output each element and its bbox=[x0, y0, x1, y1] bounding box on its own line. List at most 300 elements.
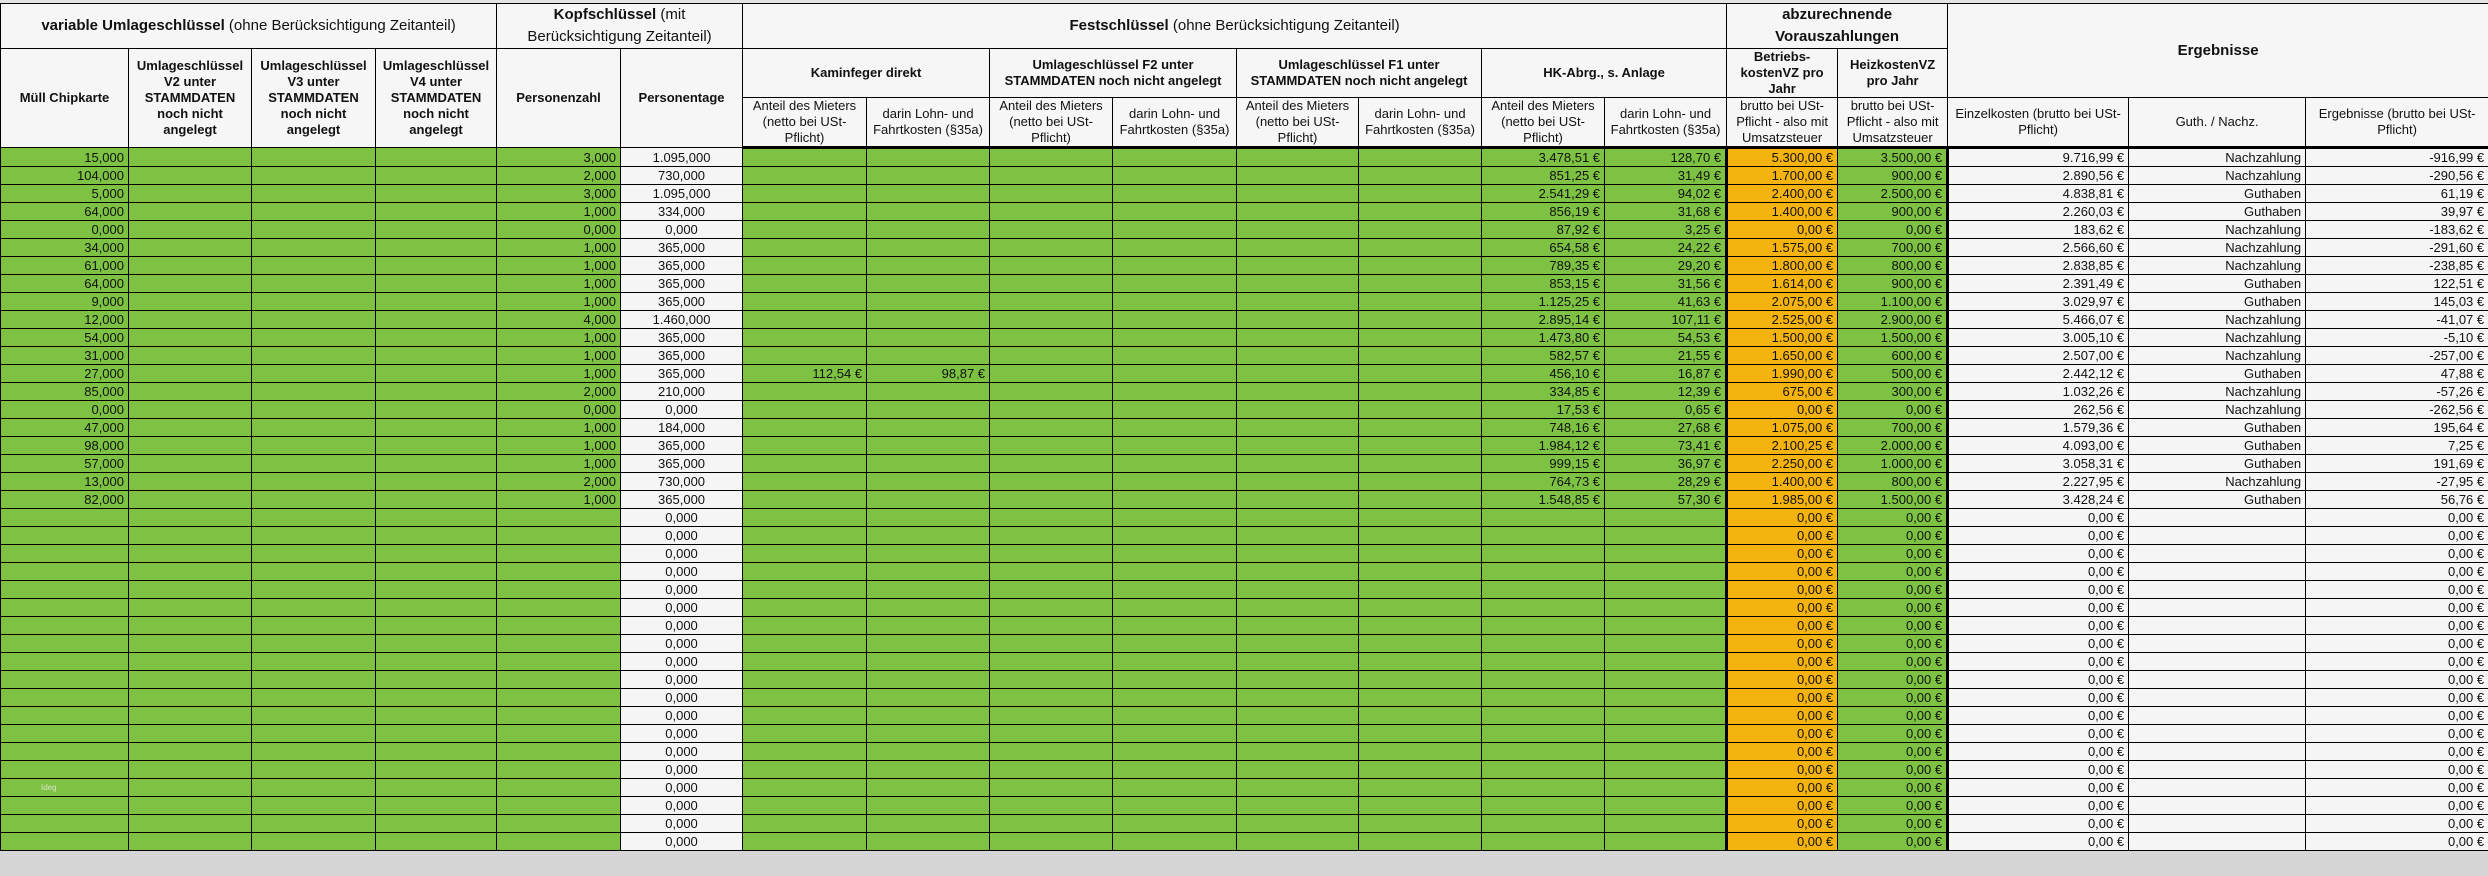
cell-ergebnis[interactable]: 0,00 € bbox=[2306, 527, 2488, 545]
cell-personentage[interactable]: 365,000 bbox=[621, 455, 743, 473]
cell-f1-lohn[interactable] bbox=[1359, 617, 1482, 635]
cell-v2[interactable] bbox=[129, 203, 252, 221]
cell-kaminfeger-anteil[interactable] bbox=[743, 653, 867, 671]
cell-heizkosten-vz[interactable]: 0,00 € bbox=[1838, 725, 1948, 743]
cell-kaminfeger-lohn[interactable] bbox=[867, 221, 990, 239]
cell-v4[interactable] bbox=[376, 473, 497, 491]
cell-v4[interactable] bbox=[376, 653, 497, 671]
cell-kaminfeger-anteil[interactable] bbox=[743, 563, 867, 581]
cell-guth-nachz[interactable]: Guthaben bbox=[2129, 491, 2306, 509]
cell-ergebnis[interactable]: 0,00 € bbox=[2306, 815, 2488, 833]
cell-f2-anteil[interactable] bbox=[990, 545, 1113, 563]
cell-einzelkosten[interactable]: 0,00 € bbox=[1948, 563, 2129, 581]
cell-kaminfeger-lohn[interactable] bbox=[867, 455, 990, 473]
cell-v3[interactable] bbox=[252, 581, 376, 599]
cell-v3[interactable] bbox=[252, 833, 376, 851]
cell-v2[interactable] bbox=[129, 455, 252, 473]
cell-f2-anteil[interactable] bbox=[990, 185, 1113, 203]
cell-betriebskosten-vz[interactable]: 2.075,00 € bbox=[1727, 293, 1838, 311]
cell-kaminfeger-anteil[interactable] bbox=[743, 833, 867, 851]
cell-kaminfeger-anteil[interactable] bbox=[743, 221, 867, 239]
cell-personenzahl[interactable]: 1,000 bbox=[497, 203, 621, 221]
cell-kaminfeger-anteil[interactable] bbox=[743, 707, 867, 725]
cell-heizkosten-vz[interactable]: 0,00 € bbox=[1838, 635, 1948, 653]
cell-kaminfeger-lohn[interactable] bbox=[867, 257, 990, 275]
cell-v2[interactable] bbox=[129, 221, 252, 239]
cell-f1-anteil[interactable] bbox=[1237, 167, 1359, 185]
cell-v4[interactable] bbox=[376, 779, 497, 797]
cell-v4[interactable] bbox=[376, 563, 497, 581]
cell-kaminfeger-lohn[interactable]: 98,87 € bbox=[867, 365, 990, 383]
cell-heizkosten-vz[interactable]: 2.500,00 € bbox=[1838, 185, 1948, 203]
cell-f2-anteil[interactable] bbox=[990, 779, 1113, 797]
cell-f2-lohn[interactable] bbox=[1113, 383, 1237, 401]
cell-hk-anteil[interactable] bbox=[1482, 527, 1605, 545]
cell-hk-anteil[interactable] bbox=[1482, 761, 1605, 779]
cell-v4[interactable] bbox=[376, 185, 497, 203]
cell-guth-nachz[interactable]: Guthaben bbox=[2129, 185, 2306, 203]
cell-hk-lohn[interactable] bbox=[1605, 689, 1727, 707]
cell-kaminfeger-anteil[interactable] bbox=[743, 779, 867, 797]
cell-f1-lohn[interactable] bbox=[1359, 383, 1482, 401]
cell-heizkosten-vz[interactable]: 900,00 € bbox=[1838, 203, 1948, 221]
cell-kaminfeger-lohn[interactable] bbox=[867, 707, 990, 725]
cell-guth-nachz[interactable]: Nachzahlung bbox=[2129, 148, 2306, 167]
cell-heizkosten-vz[interactable]: 0,00 € bbox=[1838, 671, 1948, 689]
cell-einzelkosten[interactable]: 0,00 € bbox=[1948, 527, 2129, 545]
cell-personentage[interactable]: 0,000 bbox=[621, 509, 743, 527]
cell-personenzahl[interactable] bbox=[497, 707, 621, 725]
cell-heizkosten-vz[interactable]: 0,00 € bbox=[1838, 797, 1948, 815]
cell-muell-chipkarte[interactable] bbox=[1, 779, 129, 797]
cell-f1-lohn[interactable] bbox=[1359, 419, 1482, 437]
cell-betriebskosten-vz[interactable]: 1.075,00 € bbox=[1727, 419, 1838, 437]
cell-kaminfeger-anteil[interactable] bbox=[743, 617, 867, 635]
cell-ergebnis[interactable]: 0,00 € bbox=[2306, 689, 2488, 707]
cell-f1-lohn[interactable] bbox=[1359, 833, 1482, 851]
cell-hk-lohn[interactable] bbox=[1605, 509, 1727, 527]
cell-personenzahl[interactable] bbox=[497, 689, 621, 707]
cell-v3[interactable] bbox=[252, 437, 376, 455]
cell-hk-anteil[interactable]: 1.473,80 € bbox=[1482, 329, 1605, 347]
cell-v2[interactable] bbox=[129, 707, 252, 725]
cell-f1-anteil[interactable] bbox=[1237, 761, 1359, 779]
cell-f1-anteil[interactable] bbox=[1237, 185, 1359, 203]
cell-heizkosten-vz[interactable]: 0,00 € bbox=[1838, 761, 1948, 779]
cell-einzelkosten[interactable]: 9.716,99 € bbox=[1948, 148, 2129, 167]
cell-betriebskosten-vz[interactable]: 1.575,00 € bbox=[1727, 239, 1838, 257]
cell-personenzahl[interactable]: 1,000 bbox=[497, 275, 621, 293]
cell-personenzahl[interactable] bbox=[497, 725, 621, 743]
cell-muell-chipkarte[interactable] bbox=[1, 761, 129, 779]
cell-kaminfeger-anteil[interactable] bbox=[743, 545, 867, 563]
cell-hk-lohn[interactable] bbox=[1605, 815, 1727, 833]
cell-kaminfeger-lohn[interactable] bbox=[867, 779, 990, 797]
cell-v4[interactable] bbox=[376, 329, 497, 347]
cell-f2-lohn[interactable] bbox=[1113, 707, 1237, 725]
cell-guth-nachz[interactable] bbox=[2129, 779, 2306, 797]
cell-ergebnis[interactable]: 145,03 € bbox=[2306, 293, 2488, 311]
cell-personenzahl[interactable]: 4,000 bbox=[497, 311, 621, 329]
cell-kaminfeger-anteil[interactable] bbox=[743, 797, 867, 815]
cell-f2-lohn[interactable] bbox=[1113, 419, 1237, 437]
cell-kaminfeger-anteil[interactable]: 112,54 € bbox=[743, 365, 867, 383]
cell-personentage[interactable]: 0,000 bbox=[621, 599, 743, 617]
cell-guth-nachz[interactable] bbox=[2129, 599, 2306, 617]
cell-einzelkosten[interactable]: 2.391,49 € bbox=[1948, 275, 2129, 293]
cell-f1-anteil[interactable] bbox=[1237, 581, 1359, 599]
cell-f1-lohn[interactable] bbox=[1359, 815, 1482, 833]
cell-v4[interactable] bbox=[376, 527, 497, 545]
cell-kaminfeger-anteil[interactable] bbox=[743, 185, 867, 203]
cell-f1-lohn[interactable] bbox=[1359, 563, 1482, 581]
cell-f1-lohn[interactable] bbox=[1359, 743, 1482, 761]
cell-f2-anteil[interactable] bbox=[990, 599, 1113, 617]
cell-v2[interactable] bbox=[129, 833, 252, 851]
cell-ergebnis[interactable]: 0,00 € bbox=[2306, 671, 2488, 689]
cell-einzelkosten[interactable]: 0,00 € bbox=[1948, 779, 2129, 797]
cell-v4[interactable] bbox=[376, 221, 497, 239]
cell-hk-lohn[interactable]: 28,29 € bbox=[1605, 473, 1727, 491]
cell-einzelkosten[interactable]: 3.029,97 € bbox=[1948, 293, 2129, 311]
cell-f2-lohn[interactable] bbox=[1113, 563, 1237, 581]
cell-muell-chipkarte[interactable] bbox=[1, 527, 129, 545]
cell-f1-anteil[interactable] bbox=[1237, 599, 1359, 617]
cell-hk-lohn[interactable] bbox=[1605, 833, 1727, 851]
cell-kaminfeger-lohn[interactable] bbox=[867, 401, 990, 419]
cell-ergebnis[interactable]: -291,60 € bbox=[2306, 239, 2488, 257]
cell-personentage[interactable]: 0,000 bbox=[621, 545, 743, 563]
cell-personenzahl[interactable]: 1,000 bbox=[497, 329, 621, 347]
cell-f1-anteil[interactable] bbox=[1237, 725, 1359, 743]
cell-v3[interactable] bbox=[252, 689, 376, 707]
cell-kaminfeger-anteil[interactable] bbox=[743, 509, 867, 527]
cell-einzelkosten[interactable]: 5.466,07 € bbox=[1948, 311, 2129, 329]
cell-einzelkosten[interactable]: 0,00 € bbox=[1948, 743, 2129, 761]
cell-f1-anteil[interactable] bbox=[1237, 329, 1359, 347]
cell-ergebnis[interactable]: 0,00 € bbox=[2306, 707, 2488, 725]
cell-v2[interactable] bbox=[129, 148, 252, 167]
cell-f2-anteil[interactable] bbox=[990, 365, 1113, 383]
cell-v3[interactable] bbox=[252, 185, 376, 203]
cell-hk-lohn[interactable] bbox=[1605, 797, 1727, 815]
cell-ergebnis[interactable]: 0,00 € bbox=[2306, 635, 2488, 653]
cell-v3[interactable] bbox=[252, 401, 376, 419]
cell-f1-lohn[interactable] bbox=[1359, 185, 1482, 203]
cell-kaminfeger-anteil[interactable] bbox=[743, 239, 867, 257]
cell-f1-anteil[interactable] bbox=[1237, 779, 1359, 797]
cell-personenzahl[interactable] bbox=[497, 599, 621, 617]
cell-v2[interactable] bbox=[129, 365, 252, 383]
cell-personentage[interactable]: 1.460,000 bbox=[621, 311, 743, 329]
cell-personentage[interactable]: 0,000 bbox=[621, 635, 743, 653]
cell-personentage[interactable]: 0,000 bbox=[621, 221, 743, 239]
cell-betriebskosten-vz[interactable]: 2.250,00 € bbox=[1727, 455, 1838, 473]
cell-f2-lohn[interactable] bbox=[1113, 293, 1237, 311]
cell-ergebnis[interactable]: 61,19 € bbox=[2306, 185, 2488, 203]
cell-hk-lohn[interactable]: 12,39 € bbox=[1605, 383, 1727, 401]
cell-ergebnis[interactable]: 0,00 € bbox=[2306, 563, 2488, 581]
cell-v3[interactable] bbox=[252, 257, 376, 275]
cell-f1-lohn[interactable] bbox=[1359, 257, 1482, 275]
cell-betriebskosten-vz[interactable]: 0,00 € bbox=[1727, 689, 1838, 707]
cell-ergebnis[interactable]: -41,07 € bbox=[2306, 311, 2488, 329]
cell-kaminfeger-lohn[interactable] bbox=[867, 617, 990, 635]
cell-v3[interactable] bbox=[252, 311, 376, 329]
cell-v2[interactable] bbox=[129, 293, 252, 311]
cell-v2[interactable] bbox=[129, 779, 252, 797]
cell-guth-nachz[interactable]: Guthaben bbox=[2129, 419, 2306, 437]
cell-ergebnis[interactable]: -183,62 € bbox=[2306, 221, 2488, 239]
cell-guth-nachz[interactable]: Guthaben bbox=[2129, 437, 2306, 455]
cell-muell-chipkarte[interactable] bbox=[1, 707, 129, 725]
cell-personenzahl[interactable] bbox=[497, 563, 621, 581]
cell-hk-anteil[interactable]: 856,19 € bbox=[1482, 203, 1605, 221]
cell-kaminfeger-anteil[interactable] bbox=[743, 473, 867, 491]
cell-kaminfeger-lohn[interactable] bbox=[867, 725, 990, 743]
cell-personentage[interactable]: 365,000 bbox=[621, 257, 743, 275]
cell-hk-anteil[interactable] bbox=[1482, 653, 1605, 671]
cell-einzelkosten[interactable]: 0,00 € bbox=[1948, 707, 2129, 725]
cell-personentage[interactable]: 210,000 bbox=[621, 383, 743, 401]
cell-personentage[interactable]: 1.095,000 bbox=[621, 148, 743, 167]
cell-f1-lohn[interactable] bbox=[1359, 671, 1482, 689]
cell-einzelkosten[interactable]: 0,00 € bbox=[1948, 797, 2129, 815]
cell-f1-lohn[interactable] bbox=[1359, 148, 1482, 167]
cell-kaminfeger-lohn[interactable] bbox=[867, 148, 990, 167]
cell-v4[interactable] bbox=[376, 815, 497, 833]
cell-guth-nachz[interactable] bbox=[2129, 707, 2306, 725]
cell-personentage[interactable]: 0,000 bbox=[621, 689, 743, 707]
cell-personenzahl[interactable]: 1,000 bbox=[497, 239, 621, 257]
cell-heizkosten-vz[interactable]: 0,00 € bbox=[1838, 707, 1948, 725]
cell-betriebskosten-vz[interactable]: 0,00 € bbox=[1727, 563, 1838, 581]
cell-muell-chipkarte[interactable] bbox=[1, 833, 129, 851]
cell-einzelkosten[interactable]: 3.428,24 € bbox=[1948, 491, 2129, 509]
cell-f1-lohn[interactable] bbox=[1359, 347, 1482, 365]
cell-ergebnis[interactable]: 0,00 € bbox=[2306, 545, 2488, 563]
cell-kaminfeger-lohn[interactable] bbox=[867, 383, 990, 401]
cell-kaminfeger-anteil[interactable] bbox=[743, 815, 867, 833]
cell-f1-anteil[interactable] bbox=[1237, 797, 1359, 815]
cell-f2-anteil[interactable] bbox=[990, 833, 1113, 851]
cell-v4[interactable] bbox=[376, 509, 497, 527]
cell-hk-lohn[interactable] bbox=[1605, 707, 1727, 725]
cell-f2-anteil[interactable] bbox=[990, 401, 1113, 419]
cell-f2-lohn[interactable] bbox=[1113, 311, 1237, 329]
cell-hk-anteil[interactable] bbox=[1482, 599, 1605, 617]
cell-heizkosten-vz[interactable]: 800,00 € bbox=[1838, 473, 1948, 491]
cell-hk-lohn[interactable] bbox=[1605, 671, 1727, 689]
cell-heizkosten-vz[interactable]: 2.000,00 € bbox=[1838, 437, 1948, 455]
cell-hk-lohn[interactable] bbox=[1605, 599, 1727, 617]
cell-muell-chipkarte[interactable]: 13,000 bbox=[1, 473, 129, 491]
cell-v3[interactable] bbox=[252, 167, 376, 185]
cell-v3[interactable] bbox=[252, 293, 376, 311]
cell-hk-anteil[interactable] bbox=[1482, 635, 1605, 653]
cell-f1-lohn[interactable] bbox=[1359, 491, 1482, 509]
cell-ergebnis[interactable]: -262,56 € bbox=[2306, 401, 2488, 419]
cell-f2-anteil[interactable] bbox=[990, 347, 1113, 365]
cell-kaminfeger-anteil[interactable] bbox=[743, 743, 867, 761]
cell-v3[interactable] bbox=[252, 527, 376, 545]
cell-f1-lohn[interactable] bbox=[1359, 509, 1482, 527]
cell-muell-chipkarte[interactable]: 57,000 bbox=[1, 455, 129, 473]
cell-f1-lohn[interactable] bbox=[1359, 797, 1482, 815]
cell-f1-anteil[interactable] bbox=[1237, 545, 1359, 563]
cell-v4[interactable] bbox=[376, 581, 497, 599]
cell-v4[interactable] bbox=[376, 725, 497, 743]
cell-kaminfeger-anteil[interactable] bbox=[743, 671, 867, 689]
cell-f1-lohn[interactable] bbox=[1359, 293, 1482, 311]
cell-kaminfeger-lohn[interactable] bbox=[867, 581, 990, 599]
cell-guth-nachz[interactable] bbox=[2129, 545, 2306, 563]
cell-f1-lohn[interactable] bbox=[1359, 599, 1482, 617]
cell-personenzahl[interactable] bbox=[497, 545, 621, 563]
cell-f2-lohn[interactable] bbox=[1113, 148, 1237, 167]
cell-muell-chipkarte[interactable]: 34,000 bbox=[1, 239, 129, 257]
cell-v3[interactable] bbox=[252, 148, 376, 167]
cell-personenzahl[interactable] bbox=[497, 797, 621, 815]
cell-personenzahl[interactable] bbox=[497, 581, 621, 599]
cell-personenzahl[interactable] bbox=[497, 779, 621, 797]
cell-f1-lohn[interactable] bbox=[1359, 329, 1482, 347]
cell-kaminfeger-anteil[interactable] bbox=[743, 148, 867, 167]
cell-personentage[interactable]: 365,000 bbox=[621, 293, 743, 311]
cell-personentage[interactable]: 0,000 bbox=[621, 707, 743, 725]
cell-v4[interactable] bbox=[376, 383, 497, 401]
cell-f2-lohn[interactable] bbox=[1113, 491, 1237, 509]
cell-f1-anteil[interactable] bbox=[1237, 257, 1359, 275]
cell-f2-lohn[interactable] bbox=[1113, 815, 1237, 833]
cell-personentage[interactable]: 0,000 bbox=[621, 671, 743, 689]
cell-guth-nachz[interactable] bbox=[2129, 815, 2306, 833]
cell-personenzahl[interactable]: 2,000 bbox=[497, 167, 621, 185]
cell-muell-chipkarte[interactable]: 85,000 bbox=[1, 383, 129, 401]
cell-guth-nachz[interactable]: Guthaben bbox=[2129, 203, 2306, 221]
cell-guth-nachz[interactable] bbox=[2129, 617, 2306, 635]
cell-ergebnis[interactable]: -290,56 € bbox=[2306, 167, 2488, 185]
cell-muell-chipkarte[interactable]: 54,000 bbox=[1, 329, 129, 347]
cell-v2[interactable] bbox=[129, 527, 252, 545]
cell-guth-nachz[interactable]: Guthaben bbox=[2129, 275, 2306, 293]
cell-v4[interactable] bbox=[376, 689, 497, 707]
cell-kaminfeger-lohn[interactable] bbox=[867, 311, 990, 329]
cell-betriebskosten-vz[interactable]: 0,00 € bbox=[1727, 581, 1838, 599]
cell-f2-anteil[interactable] bbox=[990, 239, 1113, 257]
cell-v3[interactable] bbox=[252, 599, 376, 617]
cell-guth-nachz[interactable] bbox=[2129, 761, 2306, 779]
cell-f2-anteil[interactable] bbox=[990, 148, 1113, 167]
cell-f2-lohn[interactable] bbox=[1113, 545, 1237, 563]
cell-hk-lohn[interactable]: 27,68 € bbox=[1605, 419, 1727, 437]
cell-kaminfeger-lohn[interactable] bbox=[867, 653, 990, 671]
cell-muell-chipkarte[interactable]: 15,000 bbox=[1, 148, 129, 167]
cell-muell-chipkarte[interactable] bbox=[1, 743, 129, 761]
cell-f1-lohn[interactable] bbox=[1359, 527, 1482, 545]
cell-v2[interactable] bbox=[129, 797, 252, 815]
cell-betriebskosten-vz[interactable]: 0,00 € bbox=[1727, 779, 1838, 797]
cell-einzelkosten[interactable]: 2.227,95 € bbox=[1948, 473, 2129, 491]
cell-f2-lohn[interactable] bbox=[1113, 527, 1237, 545]
cell-kaminfeger-anteil[interactable] bbox=[743, 437, 867, 455]
cell-personentage[interactable]: 365,000 bbox=[621, 437, 743, 455]
cell-personenzahl[interactable]: 0,000 bbox=[497, 221, 621, 239]
cell-guth-nachz[interactable]: Nachzahlung bbox=[2129, 167, 2306, 185]
cell-betriebskosten-vz[interactable]: 2.100,25 € bbox=[1727, 437, 1838, 455]
cell-f1-anteil[interactable] bbox=[1237, 635, 1359, 653]
cell-hk-anteil[interactable]: 654,58 € bbox=[1482, 239, 1605, 257]
cell-kaminfeger-lohn[interactable] bbox=[867, 833, 990, 851]
cell-v4[interactable] bbox=[376, 707, 497, 725]
cell-hk-anteil[interactable]: 1.548,85 € bbox=[1482, 491, 1605, 509]
cell-kaminfeger-anteil[interactable] bbox=[743, 347, 867, 365]
cell-hk-anteil[interactable]: 1.984,12 € bbox=[1482, 437, 1605, 455]
cell-hk-lohn[interactable] bbox=[1605, 581, 1727, 599]
cell-hk-lohn[interactable]: 41,63 € bbox=[1605, 293, 1727, 311]
cell-f2-anteil[interactable] bbox=[990, 437, 1113, 455]
cell-muell-chipkarte[interactable] bbox=[1, 797, 129, 815]
cell-hk-lohn[interactable] bbox=[1605, 743, 1727, 761]
cell-einzelkosten[interactable]: 262,56 € bbox=[1948, 401, 2129, 419]
cell-v2[interactable] bbox=[129, 329, 252, 347]
cell-betriebskosten-vz[interactable]: 0,00 € bbox=[1727, 725, 1838, 743]
cell-v4[interactable] bbox=[376, 671, 497, 689]
cell-personentage[interactable]: 184,000 bbox=[621, 419, 743, 437]
cell-betriebskosten-vz[interactable]: 0,00 € bbox=[1727, 797, 1838, 815]
cell-f2-lohn[interactable] bbox=[1113, 581, 1237, 599]
cell-f2-anteil[interactable] bbox=[990, 491, 1113, 509]
cell-einzelkosten[interactable]: 3.058,31 € bbox=[1948, 455, 2129, 473]
cell-hk-lohn[interactable]: 128,70 € bbox=[1605, 148, 1727, 167]
cell-f1-lohn[interactable] bbox=[1359, 221, 1482, 239]
cell-v4[interactable] bbox=[376, 491, 497, 509]
cell-f2-anteil[interactable] bbox=[990, 293, 1113, 311]
cell-personentage[interactable]: 334,000 bbox=[621, 203, 743, 221]
cell-f2-lohn[interactable] bbox=[1113, 473, 1237, 491]
cell-ergebnis[interactable]: 56,76 € bbox=[2306, 491, 2488, 509]
cell-f1-anteil[interactable] bbox=[1237, 419, 1359, 437]
cell-f2-anteil[interactable] bbox=[990, 455, 1113, 473]
cell-hk-anteil[interactable] bbox=[1482, 815, 1605, 833]
cell-betriebskosten-vz[interactable]: 0,00 € bbox=[1727, 815, 1838, 833]
cell-hk-lohn[interactable]: 24,22 € bbox=[1605, 239, 1727, 257]
cell-muell-chipkarte[interactable] bbox=[1, 563, 129, 581]
cell-personenzahl[interactable] bbox=[497, 635, 621, 653]
cell-kaminfeger-lohn[interactable] bbox=[867, 347, 990, 365]
cell-betriebskosten-vz[interactable]: 0,00 € bbox=[1727, 599, 1838, 617]
cell-ergebnis[interactable]: 122,51 € bbox=[2306, 275, 2488, 293]
cell-hk-anteil[interactable]: 3.478,51 € bbox=[1482, 148, 1605, 167]
cell-v4[interactable] bbox=[376, 743, 497, 761]
cell-personentage[interactable]: 0,000 bbox=[621, 527, 743, 545]
cell-guth-nachz[interactable] bbox=[2129, 653, 2306, 671]
cell-hk-anteil[interactable]: 748,16 € bbox=[1482, 419, 1605, 437]
cell-f2-lohn[interactable] bbox=[1113, 257, 1237, 275]
cell-muell-chipkarte[interactable]: 0,000 bbox=[1, 221, 129, 239]
cell-hk-anteil[interactable] bbox=[1482, 563, 1605, 581]
cell-heizkosten-vz[interactable]: 0,00 € bbox=[1838, 815, 1948, 833]
cell-einzelkosten[interactable]: 0,00 € bbox=[1948, 617, 2129, 635]
cell-kaminfeger-anteil[interactable] bbox=[743, 419, 867, 437]
cell-f1-anteil[interactable] bbox=[1237, 293, 1359, 311]
cell-guth-nachz[interactable] bbox=[2129, 509, 2306, 527]
cell-kaminfeger-lohn[interactable] bbox=[867, 509, 990, 527]
cell-hk-anteil[interactable]: 789,35 € bbox=[1482, 257, 1605, 275]
cell-muell-chipkarte[interactable] bbox=[1, 545, 129, 563]
cell-f1-anteil[interactable] bbox=[1237, 275, 1359, 293]
cell-v3[interactable] bbox=[252, 455, 376, 473]
